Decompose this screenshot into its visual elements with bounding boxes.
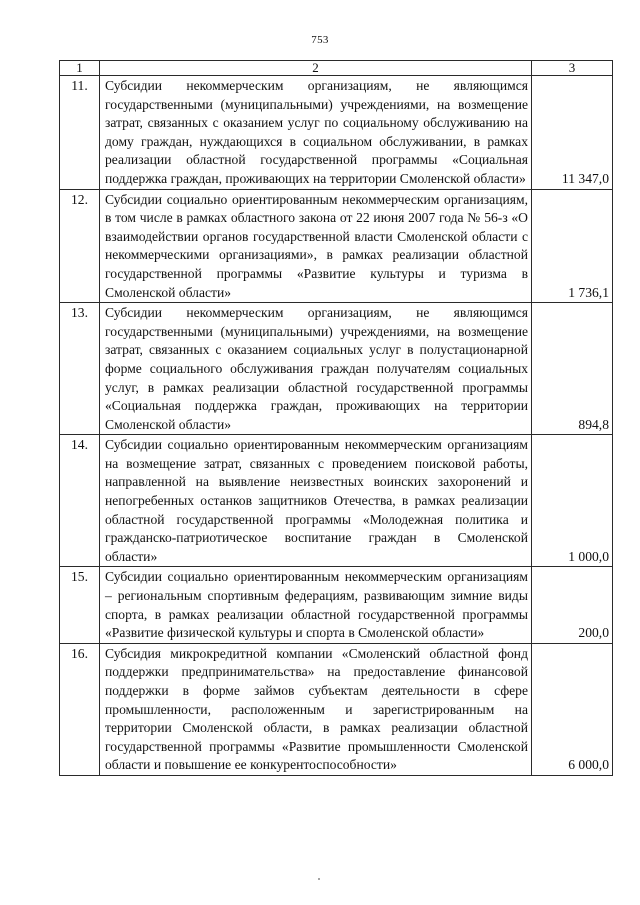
scan-speck — [318, 878, 320, 880]
column-header-3: 3 — [532, 61, 613, 76]
row-description: Субсидии некоммерческим организациям, не являющимся государственными (муниципальными) учреждениями, на возмещение затрат, связанных с оказанием услуг по социальному обслуживанию на дому граждан, нуждающихся в социальном обслуживании, в рамках реализации областной государственной программы «Социальная поддержка граждан, проживающих на территории Смоленской области» — [105, 78, 528, 186]
row-amount: 200,0 — [532, 567, 613, 643]
row-number: 15. — [60, 567, 100, 643]
row-description: Субсидии социально ориентированным некоммерческим организациям на возмещение затрат, связанных с проведением поисковой работы, направленной на выявление неизвестных воинских захоронений и непогребенных останков защитников Отечества, в рамках реализации областной государственной программы «Молодежная политика и гражданско-патриотическое воспитание граждан в Смоленской области» — [105, 437, 528, 564]
row-description: Субсидии некоммерческим организациям, не являющимся государственными (муниципальными) учреждениями, на возмещение затрат, связанных с оказанием социальных услуг в полустационарной форме социального обслуживания граждан получателям социальных услуг, в рамках реализации областной государственной программы «Социальная поддержка граждан, проживающих на территории Смоленской области» — [105, 305, 528, 432]
table-header-row — [60, 61, 613, 76]
column-header-2: 2 — [100, 61, 532, 76]
table-row — [60, 567, 613, 643]
row-amount: 11 347,0 — [532, 76, 613, 190]
row-number: 14. — [60, 435, 100, 567]
row-description-cell — [100, 303, 532, 435]
row-description-cell — [100, 643, 532, 775]
column-header-1: 1 — [60, 61, 100, 76]
row-amount: 894,8 — [532, 303, 613, 435]
subsidy-table — [59, 60, 613, 776]
table-row — [60, 643, 613, 775]
row-description-cell — [100, 76, 532, 190]
row-number: 11. — [60, 76, 100, 190]
row-description-cell — [100, 189, 532, 303]
row-number: 12. — [60, 189, 100, 303]
table-row — [60, 76, 613, 190]
row-amount: 1 000,0 — [532, 435, 613, 567]
page-number: 753 — [311, 34, 329, 46]
row-number: 13. — [60, 303, 100, 435]
table-row — [60, 189, 613, 303]
row-amount: 1 736,1 — [532, 189, 613, 303]
row-amount: 6 000,0 — [532, 643, 613, 775]
table-row — [60, 435, 613, 567]
row-description-cell — [100, 567, 532, 643]
row-number: 16. — [60, 643, 100, 775]
table-row — [60, 303, 613, 435]
row-description: Субсидии социально ориентированным некоммерческим организациям, в том числе в рамках областного закона от 22 июня 2007 года № 56-з «О взаимодействии органов государственной власти Смоленской области с некоммерческими организациями», в рамках реализации областной государственной программы «Развитие культуры и туризма в Смоленской области» — [105, 191, 528, 300]
row-description-cell — [100, 435, 532, 567]
row-description: Субсидия микрокредитной компании «Смоленский областной фонд поддержки предпринимательства» на предоставление финансовой поддержки в форме займов субъектам деятельности в сфере промышленности, расположенным и зарегистрированным на территории Смоленской области, в рамках реализации областной государственной программы «Развитие промышленности Смоленской области и повышение ее конкурентоспособности» — [105, 645, 528, 773]
row-description: Субсидии социально ориентированным некоммерческим организациям – региональным спортивным федерациям, развивающим зимние виды спорта, в рамках реализации областной государственной программы «Развитие физической культуры и спорта в Смоленской области» — [105, 569, 528, 641]
